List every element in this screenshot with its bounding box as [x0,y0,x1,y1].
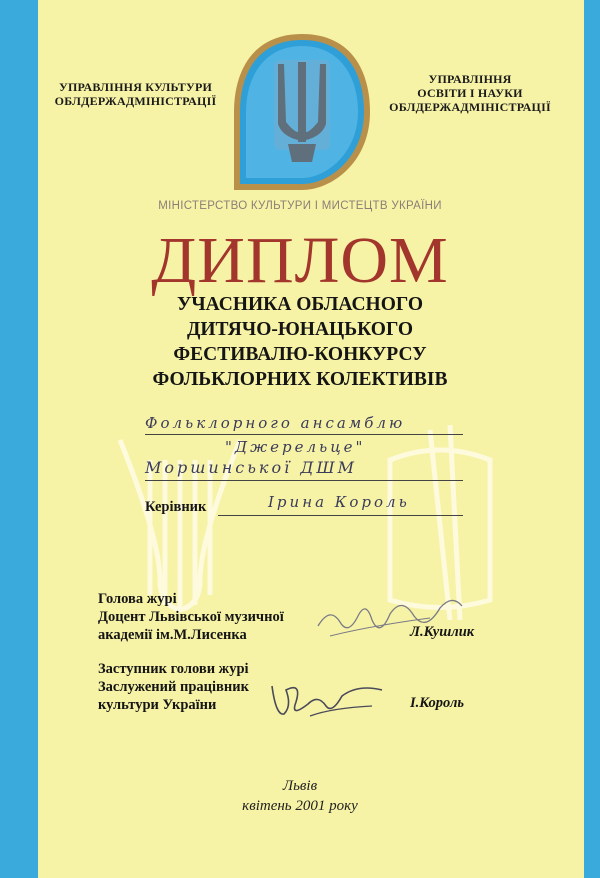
diploma-subtitle: УЧАСНИКА ОБЛАСНОГО ДИТЯЧО-ЮНАЦЬКОГО ФЕСТИВАЛЮ-КОНКУРСУ ФОЛЬКЛОРНИХ КОЛЕКТИВІВ [152,294,448,390]
leader-name-line: Ірина Король [218,493,463,516]
footer-date: квітень 2001 року [242,798,358,814]
ministry-line: МІНІСТЕРСТВО КУЛЬТУРИ І МИСТЕЦТВ УКРАЇНИ [158,200,442,212]
diploma-title: ДИПЛОМ [151,224,449,297]
recipient-line-2: "Джерельце" [225,438,366,456]
jury-deputy-block: Заступник голови журі Заслужений працівник культури України [98,661,249,713]
jury-head-name: Л.Кушлик [410,624,475,640]
leader-label: Керівник [145,499,207,515]
trident-emblem-icon [232,32,372,192]
org-left: УПРАВЛІННЯ КУЛЬТУРИ ОБЛДЕРЖАДМІНІСТРАЦІЇ [54,80,217,108]
footer-city: Львів [282,778,318,794]
jury-deputy-signature-icon [262,666,402,726]
recipient-line-1: Фольклорного ансамблю [145,414,463,435]
org-right: УПРАВЛІННЯ ОСВІТИ І НАУКИ ОБЛДЕРЖАДМІНІСТРАЦІЇ [389,72,551,114]
jury-deputy-name: І.Король [410,695,465,711]
jury-head-block: Голова журі Доцент Львівської музичної академії ім.М.Лисенка [98,591,284,643]
recipient-line-3: Моршинської ДШМ [145,458,463,481]
